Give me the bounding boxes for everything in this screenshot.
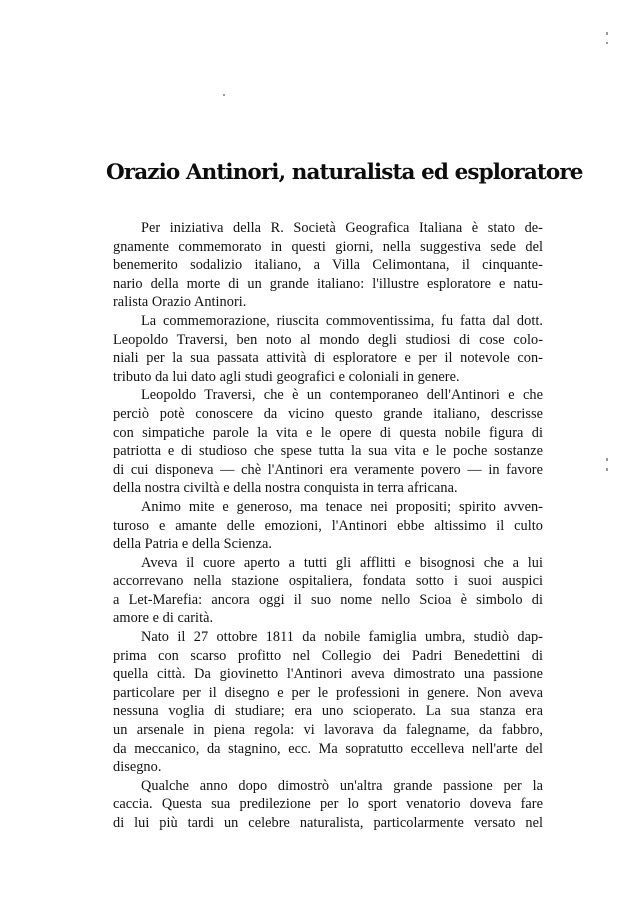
page-edge-mark (606, 468, 608, 471)
text-line: Aveva il cuore aperto a tutti gli afflitti e bisognosi che a lui (141, 554, 543, 571)
text-line: Qualche anno dopo dimostrò un'altra grande passione per la (141, 777, 543, 794)
text-line: Per iniziativa della R. Società Geografica Italiana è stato de- (141, 220, 543, 236)
text-line: un arsenale in piena regola: vi lavorava da falegname, da fabbro, (113, 722, 543, 739)
text-line: della Patria e della Scienza. (113, 536, 273, 553)
paragraph (113, 219, 543, 312)
speck-mark (223, 94, 225, 96)
text-line: con simpatiche parole la vita e le opere di questa nobile figura di (113, 424, 543, 441)
text-line: La commemorazione, riuscita commoventissima, fu fatta dal dott. (141, 312, 543, 329)
text-line: prima con scarso profitto nel Collegio dei Padri Benedettini di (113, 647, 543, 664)
text-line: particolare per il disegno e per le professioni in genere. Non aveva (113, 684, 543, 701)
paragraph (113, 312, 543, 386)
text-line: benemerito sodalizio italiano, a Villa Celimontana, il cinquante- (113, 257, 543, 274)
text-line: disegno. (113, 759, 162, 776)
page-edge-mark (606, 32, 608, 35)
text-line: a Let-Marefia: ancora oggi il suo nome nello Scioa è simbolo di (113, 591, 543, 608)
text-line: amore e di carità. (113, 610, 214, 627)
text-line: Nato il 27 ottobre 1811 da nobile famiglia umbra, studiò dap- (141, 629, 543, 646)
paragraph (113, 554, 543, 628)
page-edge-mark (606, 458, 608, 461)
text-line: accorrevano nella stazione ospitaliera, fondata sotto i suoi auspici (113, 573, 543, 590)
text-line: tributo da lui dato agli studi geografici e coloniali in genere. (113, 368, 460, 385)
paragraph (113, 498, 543, 554)
text-line: da meccanico, da stagnino, ecc. Ma sopratutto eccelleva nell'arte del (113, 740, 543, 757)
text-line: nario della morte di un grande italiano: l'illustre esploratore e natu- (113, 275, 543, 292)
text-line: nessuna voglia di studiare; era uno scioperato. La sua stanza era (113, 703, 543, 720)
text-line: di cui disponeva — chè l'Antinori era veramente povero — in favore (113, 461, 543, 478)
article-title: Orazio Antinori, naturalista ed esploratore (106, 160, 583, 185)
text-line: di lui più tardi un celebre naturalista, particolarmente versato nel (113, 815, 543, 831)
text-line: Leopoldo Traversi, ben noto al mondo degli studiosi di cose colo- (113, 331, 543, 348)
paragraph (113, 628, 543, 777)
text-line: della nostra civiltà e della nostra conquista in terra africana. (113, 480, 458, 497)
text-line: turoso e amante delle emozioni, l'Antinori ebbe altissimo il culto (113, 517, 543, 534)
paragraph (113, 777, 543, 833)
article-body (113, 219, 543, 833)
text-line: perciò potè conoscere da vicino questo grande italiano, descrisse (113, 405, 543, 422)
page-edge-mark (606, 42, 608, 44)
text-line: gnamente commemorato in questi giorni, nella suggestiva sede del (113, 238, 543, 255)
text-line: niali per la sua passata attività di esploratore e per il notevole con- (113, 350, 543, 367)
text-line: Leopoldo Traversi, che è un contemporaneo dell'Antinori e che (141, 387, 543, 404)
text-line: patriotta e di studioso che spese tutta la sua vita e le poche sostanze (113, 443, 543, 460)
text-line: caccia. Questa sua predilezione per lo sport venatorio doveva fare (113, 796, 543, 813)
text-line: ralista Orazio Antinori. (113, 294, 247, 311)
text-line: quella città. Da giovinetto l'Antinori aveva dimostrato una passione (113, 666, 543, 683)
text-line: Animo mite e generoso, ma tenace nei propositi; spirito avven- (141, 498, 543, 515)
paragraph (113, 386, 543, 498)
